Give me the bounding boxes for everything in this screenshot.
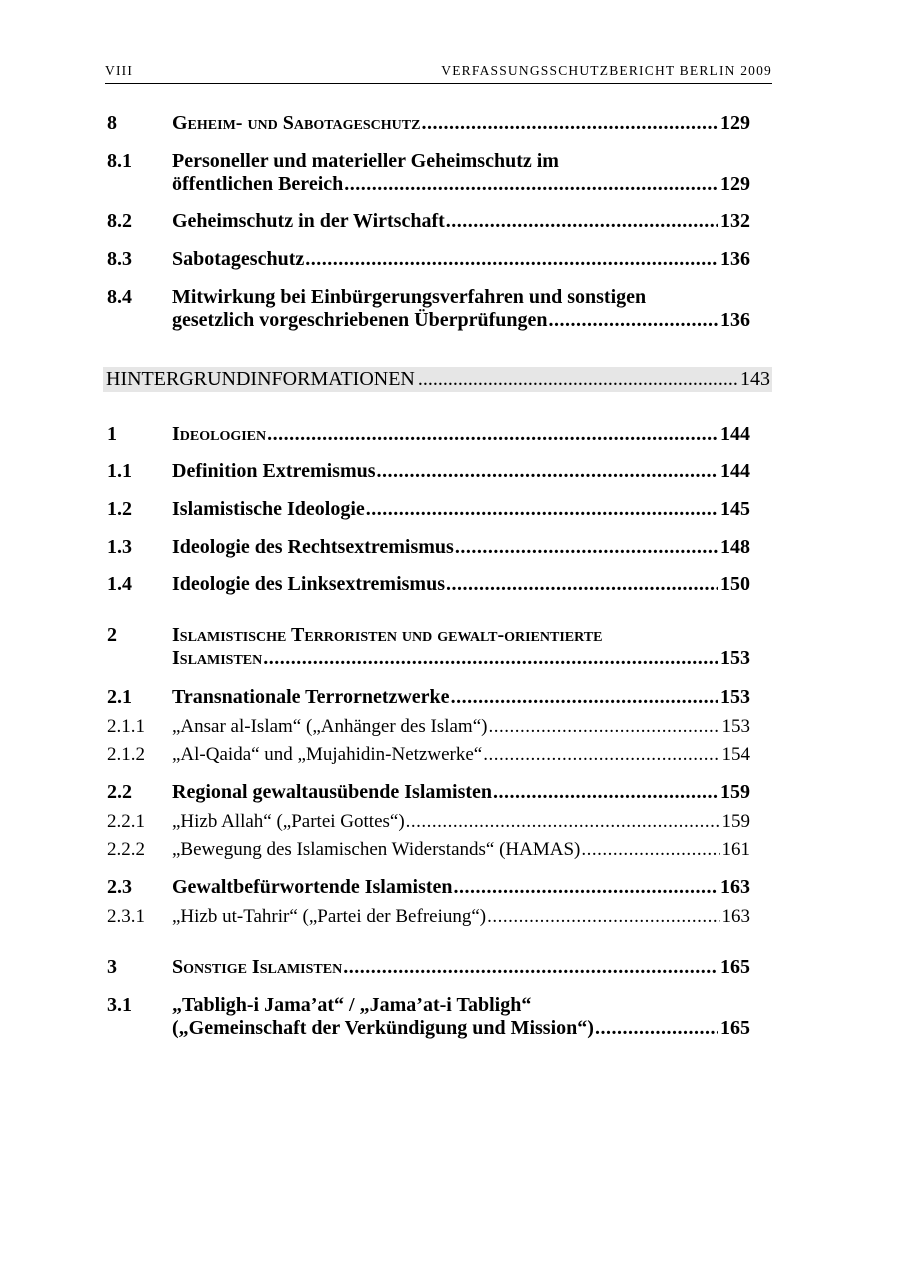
toc-page-number: 153 — [720, 647, 750, 669]
toc-title: Transnationale Terrornetzwerke — [172, 686, 450, 708]
toc-number: 2 — [107, 624, 117, 646]
dot-leader — [343, 956, 718, 979]
toc-page-number: 165 — [720, 956, 750, 978]
toc-title: Definition Extremismus — [172, 460, 376, 482]
dot-leader — [581, 838, 719, 861]
toc-number: 1 — [107, 423, 117, 445]
toc-page-number: 159 — [721, 811, 750, 832]
toc-page-number: 159 — [720, 781, 750, 803]
page-label: VIII — [105, 63, 134, 78]
toc-title-line1: Personeller und materieller Geheimschutz im — [172, 150, 559, 172]
dot-leader — [455, 536, 718, 559]
toc-title: „Bewegung des Islamischen Widerstands“ (HAMAS) — [172, 839, 581, 860]
toc-title: Sabotageschutz — [172, 248, 305, 270]
toc-title-line1: Mitwirkung bei Einbürgerungsverfahren und sonstigen — [172, 286, 647, 308]
toc-page-number: 129 — [720, 173, 750, 195]
toc-title-line2: Islamisten — [172, 647, 263, 669]
toc-number: 2.1.1 — [107, 716, 145, 737]
dot-leader — [454, 876, 718, 899]
toc-title: „Hizb ut-Tahrir“ („Partei der Befreiung“) — [172, 906, 487, 927]
toc-number: 2.2.2 — [107, 839, 145, 860]
toc-title: Ideologie des Linksextremismus — [172, 573, 445, 595]
dot-leader — [493, 781, 718, 804]
toc-title: Regional gewaltausübende Islamisten — [172, 781, 493, 803]
toc-page-number: 136 — [720, 309, 750, 331]
running-header — [105, 63, 772, 84]
toc-title: Gewaltbefürwortende Islamisten — [172, 876, 453, 898]
toc-page-number: 144 — [720, 423, 750, 445]
toc-page-number: 136 — [720, 248, 750, 270]
toc-page-number: 163 — [720, 876, 750, 898]
toc-number: 3 — [107, 956, 117, 978]
toc-number: 8.1 — [107, 150, 132, 172]
toc-page-number: 144 — [720, 460, 750, 482]
toc-number: 2.1 — [107, 686, 132, 708]
toc-page-number: 129 — [720, 112, 750, 134]
dot-leader — [263, 647, 718, 670]
dot-leader — [267, 423, 718, 446]
toc-number: 8.3 — [107, 248, 132, 270]
toc-number: 8.4 — [107, 286, 132, 308]
toc-title: Geheim- und Sabotageschutz — [172, 112, 421, 134]
dot-leader — [446, 573, 718, 596]
toc-page-number: 154 — [721, 744, 750, 765]
dot-leader — [446, 210, 718, 233]
toc-title: Geheimschutz in der Wirtschaft — [172, 210, 445, 232]
toc-page-number: 148 — [720, 536, 750, 558]
toc-number: 1.2 — [107, 498, 132, 520]
toc-title: Ideologie des Rechtsextremismus — [172, 536, 454, 558]
dot-leader — [549, 309, 718, 332]
toc-title: „Ansar al-Islam“ („Anhänger des Islam“) — [172, 716, 488, 737]
dot-leader — [451, 686, 718, 709]
toc-title: „Al-Qaida“ und „Mujahidin-Netzwerke“ — [172, 744, 483, 765]
dot-leader — [406, 810, 720, 833]
toc-page-number: 150 — [720, 573, 750, 595]
section-heading-band[interactable] — [103, 367, 772, 392]
toc-number: 1.3 — [107, 536, 132, 558]
toc-number: 2.2 — [107, 781, 132, 803]
section-title: HINTERGRUNDINFORMATIONEN — [106, 368, 415, 390]
toc-number: 3.1 — [107, 994, 132, 1016]
dot-leader — [366, 498, 718, 521]
toc-page-number: 161 — [721, 839, 750, 860]
dot-leader — [487, 905, 719, 928]
dot-leader — [421, 112, 718, 135]
toc-number: 1.1 — [107, 460, 132, 482]
toc-page-number: 153 — [721, 716, 750, 737]
toc-title: „Hizb Allah“ („Partei Gottes“) — [172, 811, 405, 832]
toc-title-line2: („Gemeinschaft der Verkündigung und Mission“) — [172, 1017, 594, 1039]
toc-number: 1.4 — [107, 573, 132, 595]
section-page-number: 143 — [740, 368, 770, 390]
toc-page-number: 132 — [720, 210, 750, 232]
dot-leader — [595, 1017, 718, 1040]
toc-title-line2: gesetzlich vorgeschriebenen Überprüfungen — [172, 309, 548, 331]
dot-leader — [344, 173, 718, 196]
toc-page-number: 163 — [721, 906, 750, 927]
dot-leader — [377, 460, 718, 483]
dot-leader — [305, 248, 718, 271]
toc-number: 2.3 — [107, 876, 132, 898]
toc-number: 8 — [107, 112, 117, 134]
toc-number: 2.1.2 — [107, 744, 145, 765]
toc-page-number: 145 — [720, 498, 750, 520]
dot-leader — [483, 743, 719, 766]
toc-page-number: 153 — [720, 686, 750, 708]
dot-leader — [418, 368, 738, 391]
document-title: VERFASSUNGSSCHUTZBERICHT BERLIN 2009 — [441, 63, 772, 78]
toc-number: 2.3.1 — [107, 906, 145, 927]
toc-title: Ideologien — [172, 423, 267, 445]
toc-title: Sonstige Islamisten — [172, 956, 343, 978]
toc-page-number: 165 — [720, 1017, 750, 1039]
toc-number: 2.2.1 — [107, 811, 145, 832]
toc-title-line1: Islamistische Terroristen und gewalt-orientierte — [172, 624, 603, 646]
dot-leader — [488, 715, 719, 738]
toc-title-line1: „Tabligh-i Jama’at“ / „Jama’at-i Tabligh“ — [172, 994, 532, 1016]
toc-title: Islamistische Ideologie — [172, 498, 365, 520]
toc-number: 8.2 — [107, 210, 132, 232]
toc-title-line2: öffentlichen Bereich — [172, 173, 344, 195]
